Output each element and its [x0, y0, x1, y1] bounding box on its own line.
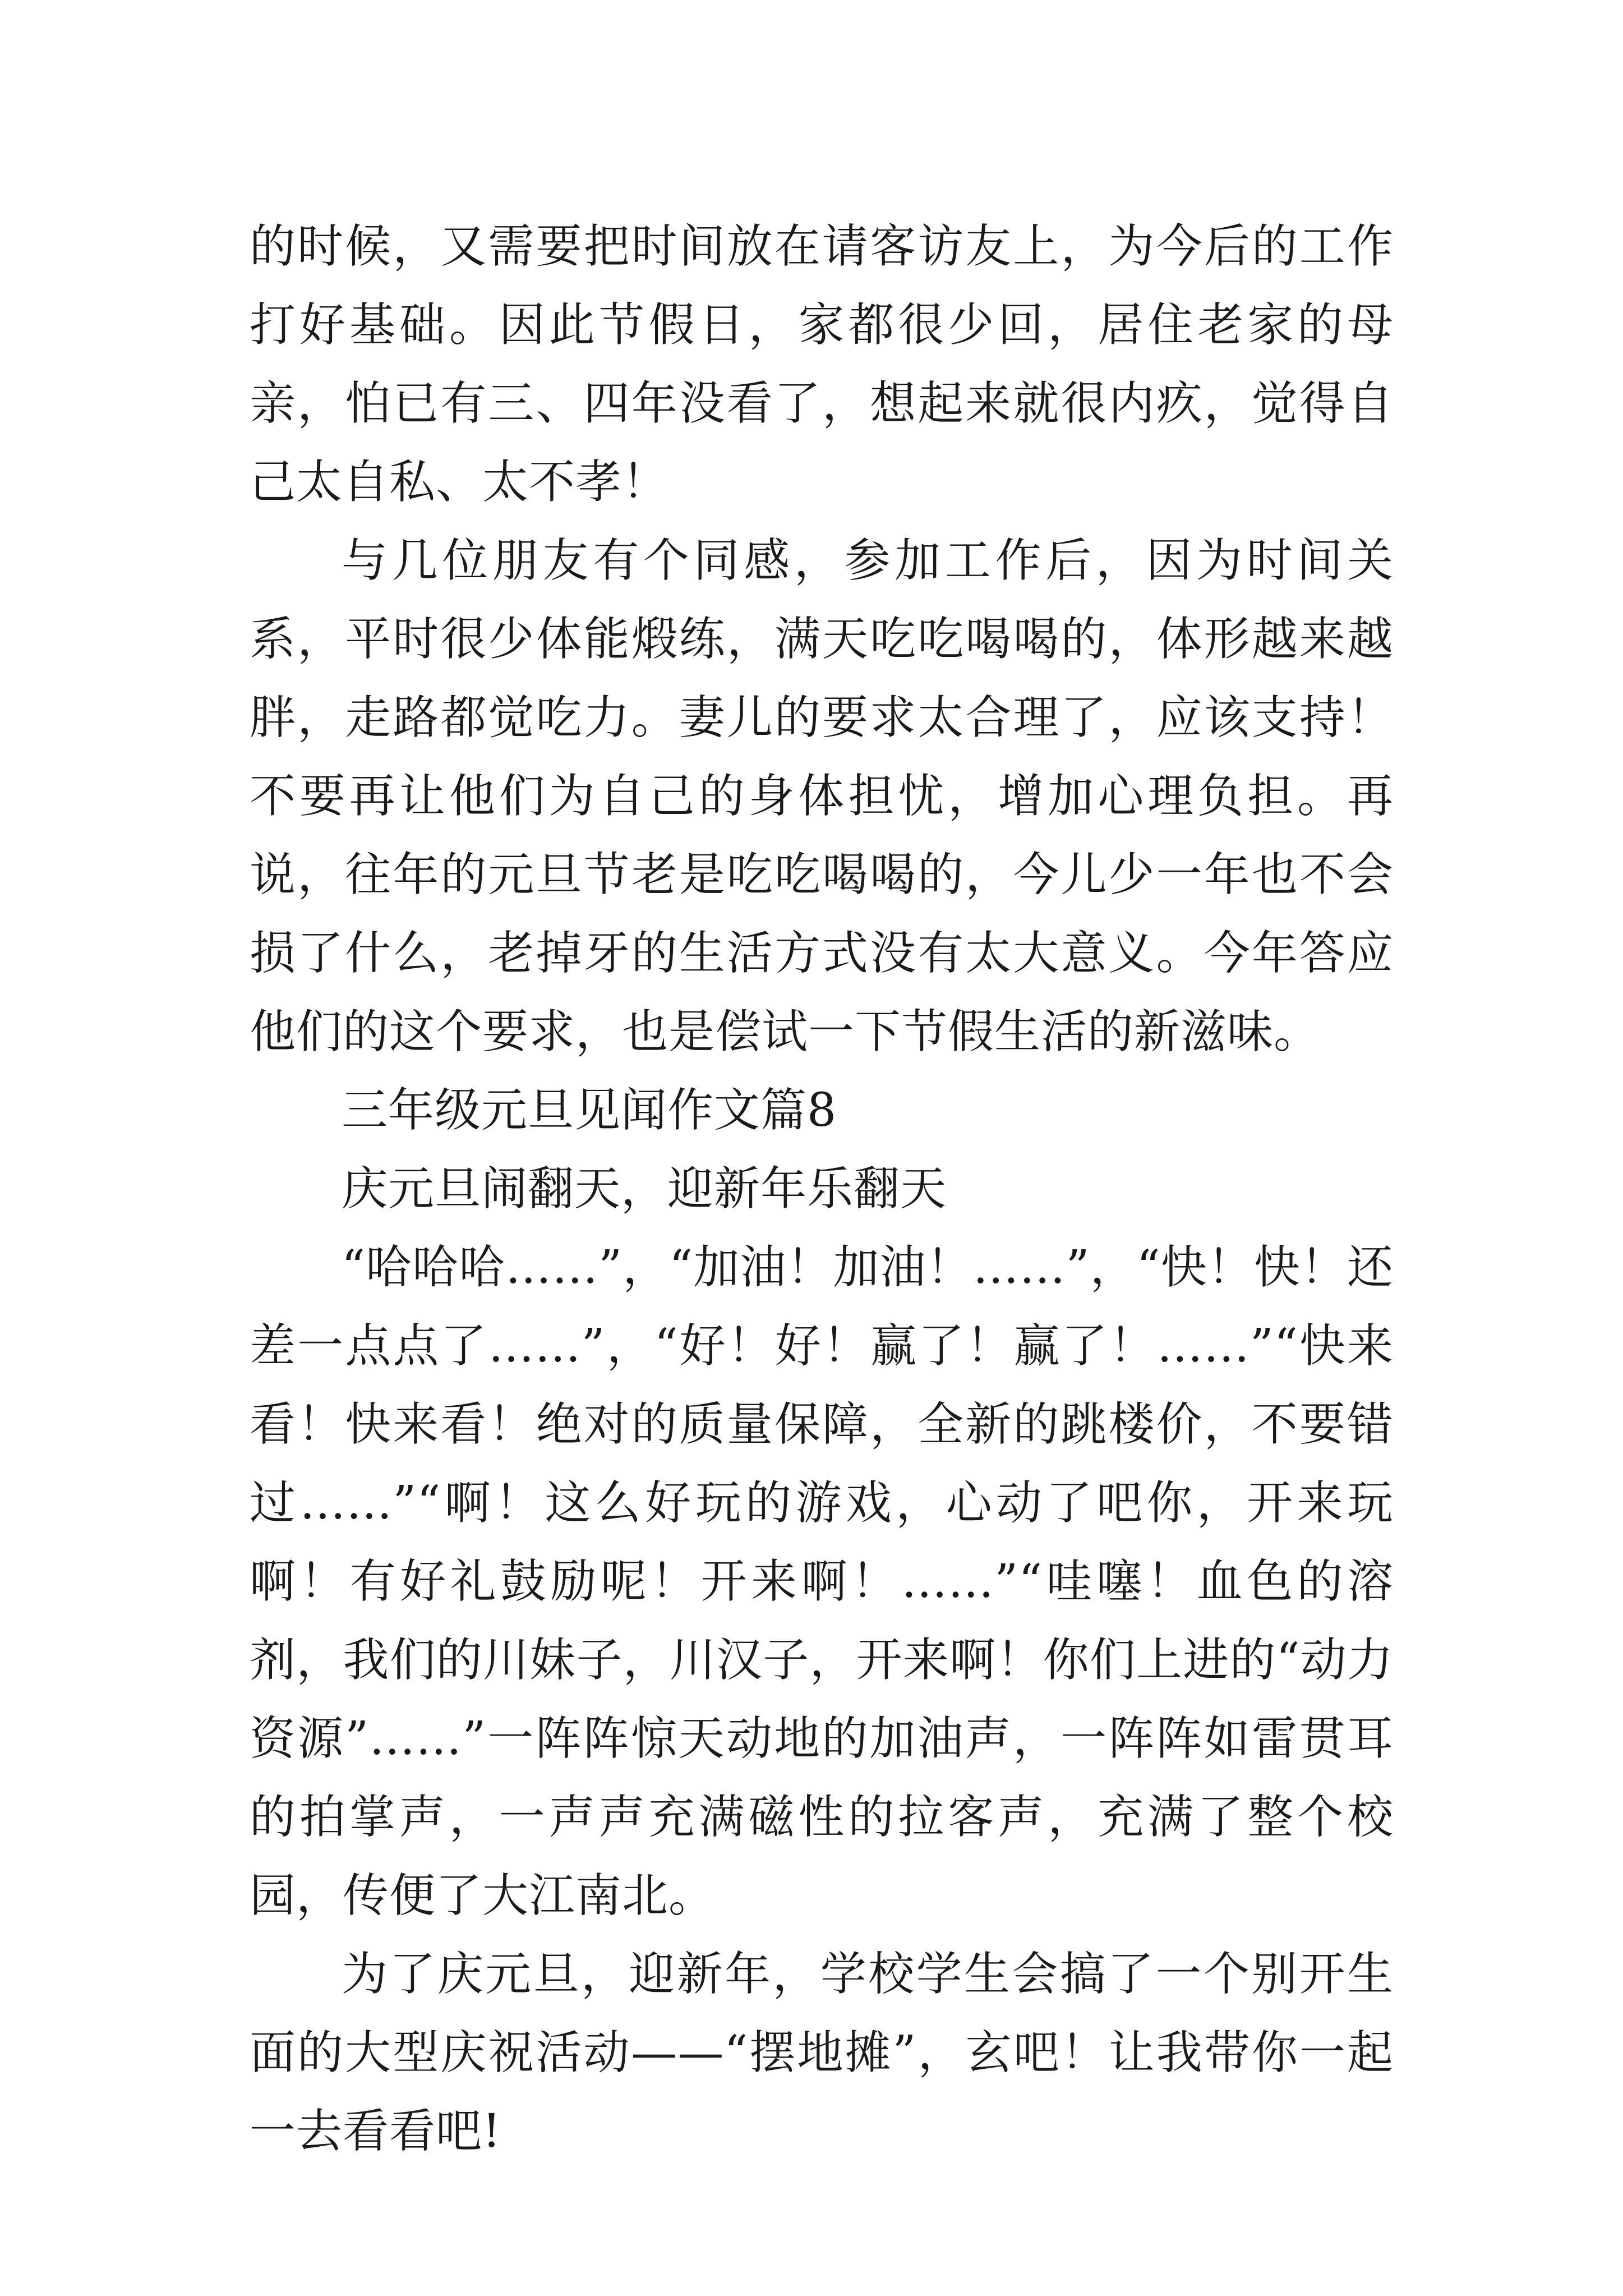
paragraph: “哈哈哈……”，“加油！加油！……”，“快！快！还差一点点了……”，“好！好！赢了！赢了！……”“快来看！快来看！绝对的质量保障，全新的跳楼价，不要错过……”“啊！这么好玩的游戏，心动了吧你，开来玩啊！有好礼鼓励呢！开来啊！……”“哇噻！血色的溶剂，我们的川妹子，川汉子，开来啊！你们上进的“动力资源”……”一阵阵惊天动地的加油声，一阵阵如雷贯耳的拍掌声，一声声充满磁性的拉客声，充满了整个校园，传便了大江南北。: [250, 1241, 1394, 1922]
document-body: [250, 208, 1394, 2171]
paragraph: 的时候，又需要把时间放在请客访友上，为今后的工作打好基础。因此节假日，家都很少回，居住老家的母亲，怕已有三、四年没看了，想起来就很内疚，觉得自己太自私、太不孝！: [250, 220, 1394, 509]
section-heading: 三年级元旦见闻作文篇8: [342, 1084, 837, 1137]
paragraph: 为了庆元旦，迎新年，学校学生会搞了一个别开生面的大型庆祝活动——“摆地摊”，玄吧！让我带你一起一去看看吧!: [250, 1948, 1394, 2158]
paragraph: 与几位朋友有个同感，参加工作后，因为时间关系，平时很少体能煅练，满天吃吃喝喝的，体形越来越胖，走路都觉吃力。妻儿的要求太合理了，应该支持！不要再让他们为自己的身体担忧，增加心理负担。再说，往年的元旦节老是吃吃喝喝的，今儿少一年也不会损了什么，老掉牙的生活方式没有太大意义。今年答应他们的这个要求，也是偿试一下节假生活的新滋味。: [250, 534, 1394, 1059]
essay-title: 庆元旦闹翻天，迎新年乐翻天: [342, 1162, 947, 1216]
